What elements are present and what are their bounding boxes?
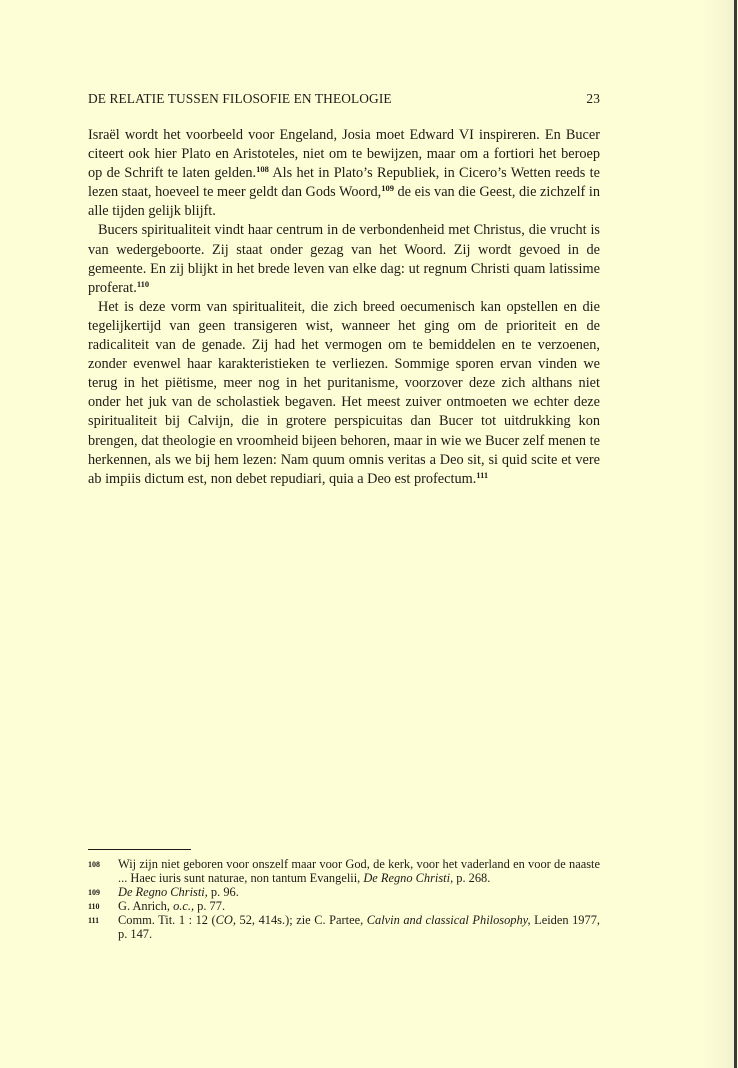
footnote-text: Comm. Tit. 1 : 12 ( [118, 912, 216, 927]
footnote-title: De Regno Christi, [363, 870, 454, 885]
footnote-109 [88, 886, 600, 900]
paragraph-2 [88, 221, 600, 297]
footnote-page: p. 77. [194, 898, 226, 913]
footnote-108 [88, 858, 600, 886]
footnote-ref-110: 110 [136, 278, 150, 289]
footnote-ref-111: 111 [476, 469, 489, 480]
footnotes [88, 858, 600, 941]
paragraph-3-text: Het is deze vorm van spiritualiteit, die zich breed oecumenisch kan opstellen en die tegelijkertijd van geen transigeren wist, wanneer het ging om de prioriteit en de radicaliteit van de genade. Zij had het vermogen om te bemiddelen en te verzoenen, zonder evenwel haar karakteristieken te verliezen. Sommige sporen ervan vinden we terug in het piëtisme, meer nog in het puritanisme, voorzover deze zich althans niet onder het juk van de scholastiek begaven. Het meest zuiver ontmoeten we echter deze spiritualiteit bij Calvijn, die in grotere perspicuitas dan Bucer tot uitdrukking kon brengen, dat theologie en vroomheid bijeen behoren, maar in wie we Bucer zelf menen te herkennen, als we bij hem lezen: Nam quum omnis veritas a Deo sit, si quid scite et vere ab impiis dictum est, non debet repudiari, quia a Deo est profectum. [88, 298, 600, 487]
footnote-text: G. Anrich, [118, 898, 174, 913]
footnote-rule [88, 849, 191, 850]
body-text [88, 126, 600, 489]
footnote-ref-109: 109 [381, 183, 394, 194]
footnote-title: o.c., [173, 898, 195, 913]
footnote-title: Calvin and classical Philosophy, [366, 912, 531, 927]
footnote-page: p. 268. [453, 870, 491, 885]
footnote-page: p. 96. [207, 884, 239, 899]
paragraph-1-text-a: Israël wordt het voorbeeld voor Engeland, Josia moet Edward VI inspireren. En Bucer citeert ook hier Plato en Aristoteles, niet om te bewijzen, maar om a fortiori het beroep op de Schrift te laten gelden. [88, 127, 600, 182]
footnote-111 [88, 914, 600, 942]
page-number: 23 [586, 91, 600, 106]
footnote-title: CO, [215, 912, 236, 927]
footnote-page: Leiden 1977, p. 147. [118, 912, 600, 941]
paragraph-2-text: Bucers spiritualiteit vindt haar centrum in de verbondenheid met Christus, die vrucht is van wedergeboorte. Zij staat onder gezag van het Woord. Zij wordt gevoed in de gemeente. En zij blijkt in het brede leven van elke dag: ut regnum Christi quam latissime proferat. [88, 222, 600, 296]
running-title: DE RELATIE TUSSEN FILOSOFIE EN THEOLOGIE [88, 91, 392, 106]
footnote-title: De Regno Christi, [118, 884, 208, 899]
paragraph-3 [88, 298, 600, 489]
paragraph-1-text-b: Als het in Plato’s Republiek, in Cicero’s Wetten reeds te lezen staat, hoeveel te meer geldt dan Gods Woord, [88, 165, 600, 201]
footnote-text: Wij zijn niet geboren voor onszelf maar voor God, de kerk, voor het vaderland en voor de naaste ... Haec iuris sunt naturae, non tantum Evangelii, [118, 857, 600, 885]
footnote-110 [88, 900, 600, 914]
footnote-ref-108: 108 [256, 164, 269, 175]
running-header [88, 91, 600, 111]
paragraph-1 [88, 126, 600, 221]
footnote-number: 111 [88, 915, 100, 925]
page-edge [734, 0, 737, 1068]
footnote-number: 109 [88, 887, 100, 897]
footnote-number: 108 [88, 860, 100, 869]
page-edge-shadow [700, 0, 734, 1068]
paragraph-1-text-c: de eis van die Geest, die zichzelf in alle tijden gelijk blijft. [88, 184, 600, 220]
footnote-text: 52, 414s.); zie C. Partee, [235, 912, 367, 927]
footnote-number: 110 [88, 901, 100, 911]
